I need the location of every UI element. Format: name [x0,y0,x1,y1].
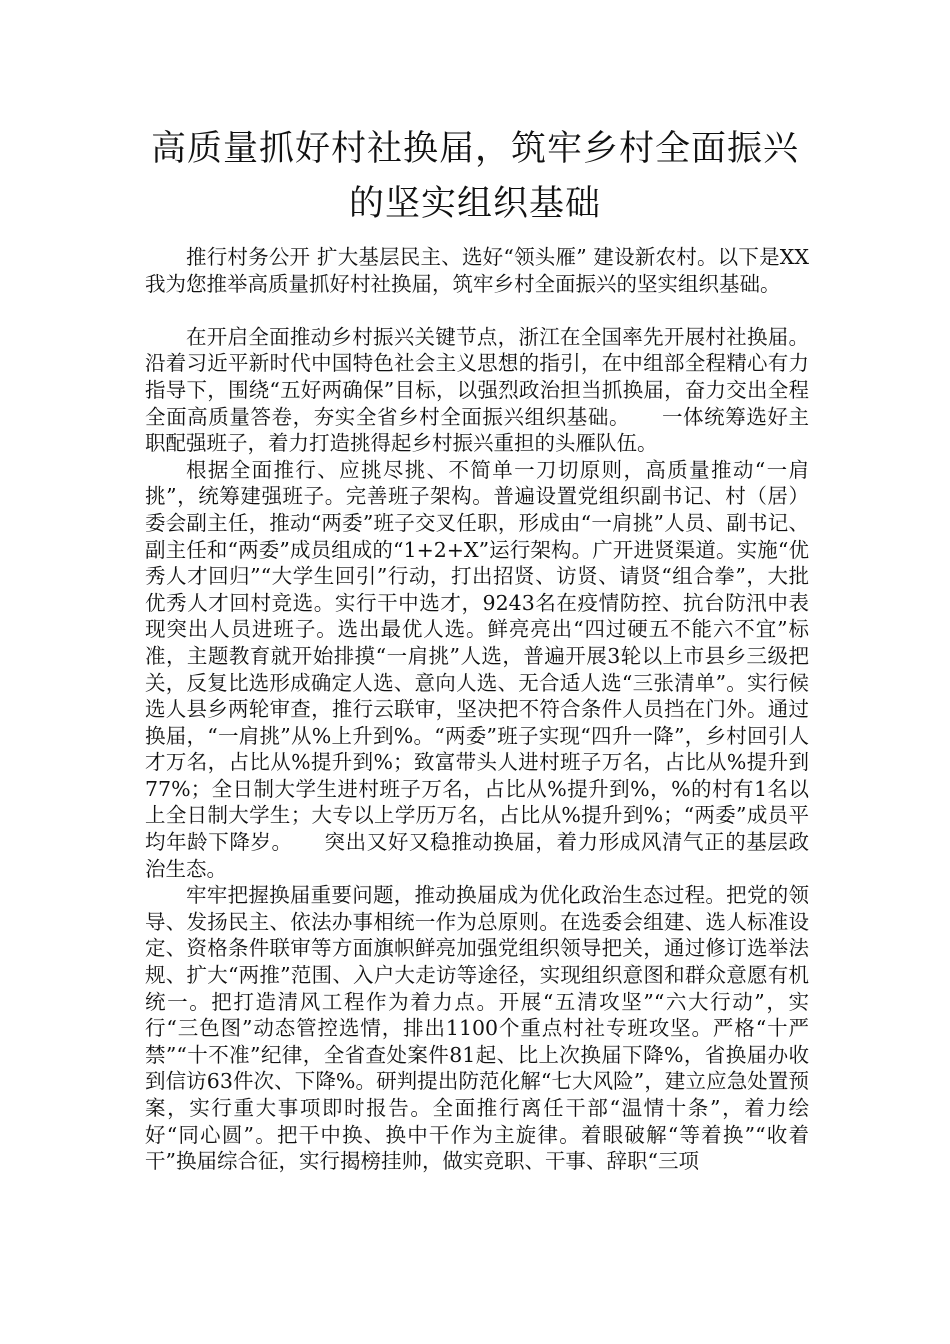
body-paragraph-1: 在开启全面推动乡村振兴关键节点，浙江在全国率先开展村社换届。沿着习近平新时代中国特色社会主义思想的指引，在中组部全程精心有力指导下，围绕“五好两确保”目标，以强烈政治担当抓换届，奋力交出全程全面高质量答卷，夯实全省乡村全面振兴组织基础。 一体统筹选好主职配强班子，着力打造挑得起乡村振兴重担的头雁队伍。 [145,324,809,456]
document-title [120,122,830,232]
body-paragraph-3: 牢牢把握换届重要问题，推动换届成为优化政治生态过程。把党的领导、发扬民主、依法办事相统一作为总原则。在选委会组建、选人标准设定、资格条件联审等方面旗帜鲜亮加强党组织领导把关，通过修订选举法规、扩大“两推”范围、入户大走访等途径，实现组织意图和群众意愿有机统一。把打造清风工程作为着力点。开展“五清攻坚”“六大行动”，实行“三色图”动态管控选情，排出1100个重点村社专班攻坚。严格“十严禁”“十不准”纪律，全省查处案件81起、比上次换届下降%，省换届办收到信访63件次、下降%。研判提出防范化解“七大风险”，建立应急处置预案，实行重大事项即时报告。全面推行离任干部“温情十条”，着力绘好“同心圆”。把干中换、换中干作为主旋律。着眼破解“等着换”“收着干”换届综合征，实行揭榜挂帅，做实竞职、干事、辞职“三项 [145,883,809,1174]
title-line-1: 高质量抓好村社换届，筑牢乡村全面振兴 [150,129,799,169]
body-paragraph-2: 根据全面推行、应挑尽挑、不简单一刀切原则，高质量推动“一肩挑”，统筹建强班子。完善班子架构。普遍设置党组织副书记、村（居）委会副主任，推动“两委”班子交叉任职，形成由“一肩挑”人员、副书记、副主任和“两委”成员组成的“1+2+X”运行架构。广开进贤渠道。实施“优秀人才回归”“大学生回引”行动，打出招贤、访贤、请贤“组合拳”，大批优秀人才回村竞选。实行干中选才，9243名在疫情防控、抗台防汛中表现突出人员进班子。选出最优人选。鲜亮亮出“四过硬五不能六不宜”标准，主题教育就开始排摸“一肩挑”人选，普遍开展3轮以上市县乡三级把关，反复比选形成确定人选、意向人选、无合适人选“三张清单”。实行候选人县乡两轮审查，推行云联审，坚决把不符合条件人员挡在门外。通过换届，“一肩挑”从%上升到%。“两委”班子实现“四升一降”，乡村回引人才万名，占比从%提升到%；致富带头人进村班子万名，占比从%提升到77%；全日制大学生进村班子万名，占比从%提升到%，%的村有1名以上全日制大学生；大专以上学历万名，占比从%提升到%；“两委”成员平均年龄下降岁。 突出又好又稳推动换届，着力形成风清气正的基层政治生态。 [145,457,809,881]
intro-paragraph: 推行村务公开 扩大基层民主、选好“领头雁” 建设新农村。以下是XX我为您推举高质量抓好村社换届，筑牢乡村全面振兴的坚实组织基础。 [145,245,809,296]
document-body [145,244,809,1175]
title-line-2: 的坚实组织基础 [348,184,601,224]
